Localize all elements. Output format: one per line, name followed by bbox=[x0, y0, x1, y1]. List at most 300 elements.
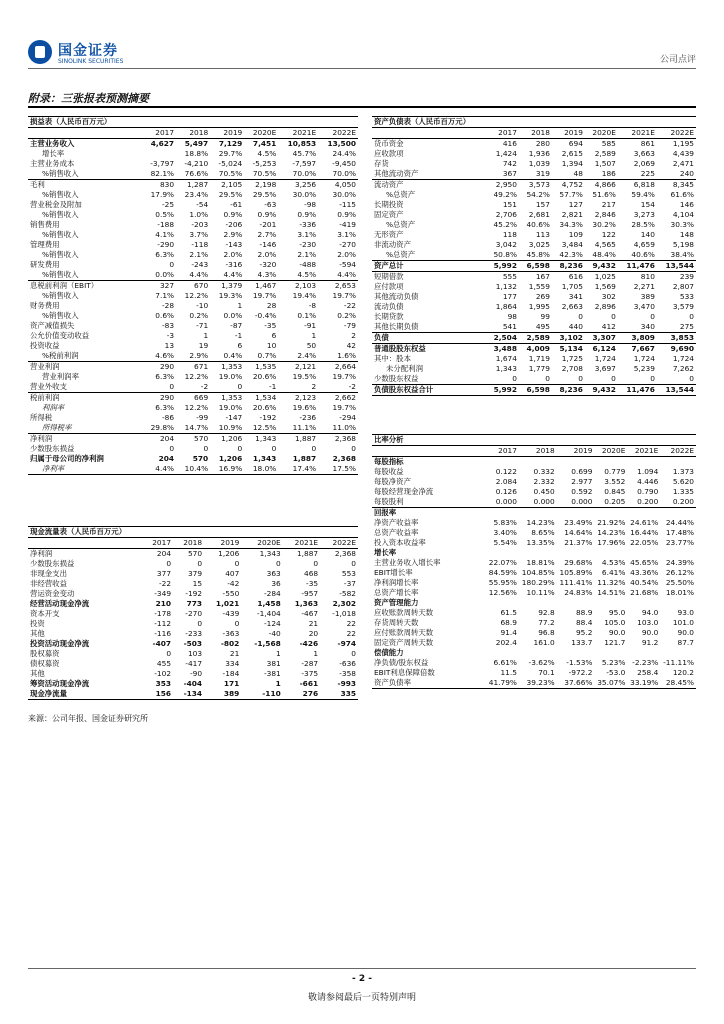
cell-value: 12.56% bbox=[488, 588, 517, 597]
cell-value: 4,627 bbox=[150, 139, 175, 148]
source-note: 来源：公司年报、国金证券研究所 bbox=[28, 714, 148, 723]
cell-value: 3,273 bbox=[633, 210, 655, 219]
cell-value: 3.7% bbox=[189, 230, 209, 239]
cell-value: 0.126 bbox=[495, 487, 517, 496]
cell-value: 2,663 bbox=[561, 302, 583, 311]
cell-value: 17.4% bbox=[278, 464, 318, 475]
row-label: 非经营收益 bbox=[30, 579, 67, 588]
cell-value: 1,287 bbox=[186, 180, 209, 189]
cell-value: 5.23% bbox=[601, 658, 626, 667]
cell-value: 1,864 bbox=[495, 302, 517, 311]
cell-value bbox=[486, 648, 519, 658]
cell-value: 1 bbox=[313, 649, 319, 658]
row-label: 净负债/股东权益 bbox=[374, 658, 429, 667]
row-label: 固定资产周转天数 bbox=[374, 638, 434, 647]
table-row bbox=[372, 312, 696, 322]
cell-value: 5,198 bbox=[672, 240, 694, 249]
table-row bbox=[372, 159, 696, 169]
table-row bbox=[28, 180, 358, 191]
cell-value: 616 bbox=[568, 272, 583, 281]
cell-value: -3.62% bbox=[528, 658, 555, 667]
table-row bbox=[372, 678, 696, 689]
row-label: 净资产收益率 bbox=[374, 518, 419, 527]
cell-value: 19.7% bbox=[252, 291, 277, 300]
row-label: 每股股利 bbox=[372, 497, 486, 508]
cell-value bbox=[594, 548, 627, 558]
table-row bbox=[372, 628, 696, 638]
cell-value: 5,992 bbox=[486, 261, 519, 272]
cell-value: -99 bbox=[196, 413, 209, 422]
cell-value: 6.3% bbox=[155, 372, 175, 381]
table-row bbox=[372, 261, 696, 272]
row-label: 债权募资 bbox=[30, 659, 60, 668]
year-header: 2020E bbox=[594, 446, 627, 457]
cell-value: -381 bbox=[263, 669, 281, 678]
cell-value: 570 bbox=[192, 454, 209, 463]
cell-value: 2.1% bbox=[297, 250, 317, 259]
cell-value: 1 bbox=[311, 331, 317, 340]
cell-value: 151 bbox=[502, 200, 517, 209]
cell-value: -358 bbox=[339, 669, 356, 678]
cell-value: 122 bbox=[601, 230, 616, 239]
cell-value: 319 bbox=[519, 169, 552, 180]
row-label: 固定资产 bbox=[374, 210, 404, 219]
year-header: 2019 bbox=[557, 446, 595, 457]
disclaimer: 敬请参阅最后一页特别声明 bbox=[307, 993, 416, 1003]
cell-value: 2,589 bbox=[594, 149, 616, 158]
cell-value: 6,598 bbox=[519, 385, 552, 396]
row-label: 货币资金 bbox=[374, 139, 404, 148]
cell-value: 9,432 bbox=[585, 385, 618, 396]
row-label: 每股净资产 bbox=[374, 477, 411, 486]
row-label: EBIT利息保障倍数 bbox=[374, 668, 435, 677]
cell-value: 48.4% bbox=[585, 250, 618, 261]
cell-value: 1,379 bbox=[221, 281, 243, 290]
cell-value: 11.1% bbox=[278, 423, 318, 434]
cell-value: 1,039 bbox=[528, 159, 550, 168]
table-row bbox=[28, 579, 358, 589]
table-row bbox=[28, 139, 358, 150]
row-label: 投资活动现金净流 bbox=[30, 639, 90, 648]
cell-value: 3,697 bbox=[594, 364, 616, 373]
table-row bbox=[372, 139, 696, 150]
table-row bbox=[372, 548, 696, 558]
row-label: 存货 bbox=[374, 159, 389, 168]
cell-value: -287 bbox=[301, 659, 319, 668]
cell-value: -10 bbox=[196, 301, 209, 310]
cell-value: -2 bbox=[318, 382, 358, 393]
cell-value: 0.122 bbox=[495, 467, 517, 476]
year-header: 2022E bbox=[657, 128, 696, 139]
cell-value bbox=[627, 648, 660, 658]
cell-value: 2,807 bbox=[672, 282, 694, 291]
cell-value: 18.8% bbox=[184, 149, 209, 158]
cell-value: -2 bbox=[176, 382, 210, 393]
cell-value: 1,887 bbox=[296, 549, 319, 558]
table-row bbox=[28, 200, 358, 210]
cell-value: 7,667 bbox=[631, 344, 655, 353]
cell-value: 6.61% bbox=[493, 658, 517, 667]
cell-value: 0 bbox=[237, 444, 243, 453]
cell-value: 290 bbox=[159, 393, 175, 402]
cell-value: 21.68% bbox=[630, 588, 659, 597]
cell-value: 3,663 bbox=[633, 149, 655, 158]
cell-value: 4.1% bbox=[155, 230, 175, 239]
table-row bbox=[372, 648, 696, 658]
year-header: 2020E bbox=[241, 538, 282, 549]
cell-value: 0.332 bbox=[533, 467, 555, 476]
cell-value: 22.07% bbox=[488, 558, 517, 567]
cell-value: 10.4% bbox=[176, 464, 210, 475]
cell-value: 1,887 bbox=[292, 454, 317, 463]
cell-value: 95.0 bbox=[608, 608, 626, 617]
cell-value bbox=[660, 548, 696, 558]
row-label: 长期投资 bbox=[374, 200, 404, 209]
table-row bbox=[372, 477, 696, 487]
cell-value: 773 bbox=[186, 599, 203, 608]
table-row bbox=[372, 292, 696, 302]
cell-value: 2,653 bbox=[334, 281, 356, 290]
cell-value: 88.9 bbox=[575, 608, 593, 617]
row-label: 营业利润 bbox=[30, 362, 60, 371]
year-header: 2018 bbox=[176, 128, 210, 139]
year-header: 2017 bbox=[486, 446, 519, 457]
cell-value: -426 bbox=[299, 639, 319, 648]
cell-value: 1,025 bbox=[594, 272, 616, 281]
cell-value: -61 bbox=[230, 200, 243, 209]
cell-value: 146 bbox=[679, 200, 694, 209]
cell-value: 82.1% bbox=[142, 169, 176, 180]
cell-value: 161.0 bbox=[533, 638, 555, 647]
row-label: %销售收入 bbox=[42, 190, 79, 199]
table-row bbox=[372, 250, 696, 261]
cell-value: 18.81% bbox=[526, 558, 555, 567]
cell-value: 109 bbox=[568, 230, 583, 239]
table-row bbox=[372, 333, 696, 344]
table-row bbox=[372, 180, 696, 191]
cell-value: -1,568 bbox=[254, 639, 281, 648]
cell-value: 3,853 bbox=[657, 333, 696, 344]
cell-value: 275 bbox=[657, 322, 696, 333]
cell-value: 0.0% bbox=[223, 311, 243, 320]
row-label: 每股经营现金净流 bbox=[374, 487, 434, 496]
row-label: 资产负债率 bbox=[372, 678, 486, 689]
row-label: 资产减值损失 bbox=[30, 321, 75, 330]
cell-value: 33.19% bbox=[627, 678, 660, 689]
table-row bbox=[372, 578, 696, 588]
cell-value: 16.9% bbox=[210, 464, 244, 475]
cell-value: 1,132 bbox=[495, 282, 517, 291]
cell-value: -270 bbox=[339, 240, 356, 249]
cell-value: 35.07% bbox=[594, 678, 627, 689]
table-row bbox=[28, 393, 358, 404]
row-label: 其他长期负债 bbox=[372, 322, 486, 333]
cell-value: 1 bbox=[276, 649, 281, 658]
year-header: 2022E bbox=[320, 538, 358, 549]
cell-value: 1,569 bbox=[594, 282, 616, 291]
cell-value: 7,451 bbox=[252, 139, 277, 148]
cell-value: 42 bbox=[346, 341, 356, 350]
cell-value: 353 bbox=[155, 679, 172, 688]
cell-value: 48 bbox=[552, 169, 585, 180]
row-label: 资产总计 bbox=[372, 261, 486, 272]
cell-value: 148 bbox=[679, 230, 694, 239]
cell-value: 0.000 bbox=[486, 497, 519, 508]
cell-value: -550 bbox=[222, 589, 240, 598]
footer-divider bbox=[28, 968, 696, 969]
year-header-blank bbox=[372, 446, 486, 457]
cell-value: 3,102 bbox=[552, 333, 585, 344]
cell-value: 6,124 bbox=[592, 344, 616, 353]
cell-value: 4.3% bbox=[244, 270, 278, 281]
row-label: 每股指标 bbox=[374, 457, 404, 466]
cell-value: 1.0% bbox=[189, 210, 209, 219]
cell-value: -467 bbox=[301, 609, 319, 618]
table-row bbox=[28, 351, 358, 362]
cell-value bbox=[594, 508, 627, 519]
cell-value: 6,818 bbox=[633, 180, 655, 189]
cell-value: 91.4 bbox=[500, 628, 517, 637]
cell-value: 171 bbox=[223, 679, 240, 688]
cell-value: 14.23% bbox=[597, 528, 626, 537]
cell-value: 12.2% bbox=[184, 291, 209, 300]
row-label: 营运资金变动 bbox=[30, 589, 75, 598]
cell-value: 23.49% bbox=[564, 518, 593, 527]
row-label: 应付账款周转天数 bbox=[374, 628, 434, 637]
table-row bbox=[372, 518, 696, 528]
header-divider bbox=[28, 68, 696, 69]
cell-value: 39.23% bbox=[519, 678, 557, 689]
cell-value: 20.6% bbox=[252, 403, 277, 412]
cell-value: 103 bbox=[187, 649, 203, 658]
cell-value: -439 bbox=[222, 609, 240, 618]
cell-value: 29.8% bbox=[142, 423, 176, 434]
cell-value: 29.5% bbox=[218, 190, 243, 199]
table-row bbox=[28, 599, 358, 609]
cell-value: -993 bbox=[337, 679, 356, 688]
cell-value: 111.41% bbox=[559, 578, 593, 587]
cell-value: 0.0% bbox=[142, 270, 176, 281]
row-label: 利润率 bbox=[42, 403, 65, 412]
cell-value: 24.61% bbox=[630, 518, 659, 527]
cell-value: -233 bbox=[185, 629, 203, 638]
row-label: 应收款项 bbox=[374, 149, 404, 158]
cell-value: 104.85% bbox=[521, 568, 555, 577]
row-label: 应付款项 bbox=[374, 282, 404, 291]
cell-value: -91 bbox=[304, 321, 317, 330]
cell-value: 0.2% bbox=[189, 311, 209, 320]
cell-value: 1.335 bbox=[672, 487, 694, 496]
row-label: 营业外收支 bbox=[28, 382, 142, 393]
cell-value: 0.450 bbox=[533, 487, 555, 496]
table-row bbox=[28, 149, 358, 159]
row-label: 少数股东损益 bbox=[30, 444, 75, 453]
cell-value: 90.0 bbox=[608, 628, 626, 637]
cell-value: 4,439 bbox=[672, 149, 694, 158]
cell-value: 23.77% bbox=[665, 538, 694, 547]
cell-value: 0.9% bbox=[257, 210, 277, 219]
cell-value: 6.3% bbox=[155, 403, 175, 412]
cell-value: 93.0 bbox=[677, 608, 694, 617]
cell-value: 13,544 bbox=[657, 261, 696, 272]
cell-value: 36 bbox=[271, 579, 281, 588]
cell-value: 0 bbox=[210, 382, 244, 393]
cell-value: -404 bbox=[183, 679, 203, 688]
cell-value: 0.9% bbox=[337, 210, 356, 219]
cell-value: 157 bbox=[535, 200, 550, 209]
cell-value: 2,664 bbox=[334, 362, 356, 371]
row-label: 净利润 bbox=[30, 434, 53, 443]
cell-value: 341 bbox=[568, 292, 583, 301]
cell-value: 0 bbox=[203, 444, 209, 453]
table-row bbox=[372, 230, 696, 240]
cell-value: 2,198 bbox=[255, 180, 277, 189]
row-label: 总资产收益率 bbox=[374, 528, 419, 537]
cell-value: 468 bbox=[304, 569, 319, 578]
cell-value: 0.592 bbox=[571, 487, 593, 496]
cell-value: 1,724 bbox=[633, 354, 655, 363]
cell-value: 0 bbox=[351, 444, 356, 453]
cell-value: -0.4% bbox=[254, 311, 277, 320]
cell-value: -375 bbox=[301, 669, 319, 678]
row-label: 销售费用 bbox=[30, 220, 60, 229]
cell-value: 6.41% bbox=[601, 568, 626, 577]
cell-value: 669 bbox=[194, 393, 209, 402]
table-row bbox=[372, 598, 696, 608]
row-label: 每股收益 bbox=[374, 467, 404, 476]
cell-value: 0 bbox=[313, 559, 319, 568]
row-label: 短期借款 bbox=[374, 272, 404, 281]
table-row bbox=[28, 679, 358, 689]
cell-value: 225 bbox=[618, 169, 657, 180]
cell-value: 1,206 bbox=[221, 434, 243, 443]
table-row bbox=[28, 210, 358, 220]
cell-value: 0 bbox=[618, 374, 657, 385]
cell-value: 0 bbox=[197, 559, 203, 568]
cell-value: 4.4% bbox=[176, 270, 210, 281]
cell-value: 0 bbox=[169, 444, 175, 453]
table-row bbox=[28, 281, 358, 292]
row-label: 公允价值变动收益 bbox=[30, 331, 90, 340]
cell-value bbox=[142, 149, 176, 159]
table-row bbox=[372, 282, 696, 292]
cell-value: 694 bbox=[568, 139, 583, 148]
table-row bbox=[372, 457, 696, 468]
income-section-title: 损益表（人民币百万元） bbox=[28, 117, 358, 128]
cell-value: 120.2 bbox=[672, 668, 694, 677]
table-row bbox=[28, 372, 358, 382]
cell-value: 4.5% bbox=[278, 270, 318, 281]
brand-en: SINOLINK SECURITIES bbox=[58, 58, 124, 65]
cell-value: 29.5% bbox=[252, 190, 277, 199]
cell-value bbox=[519, 457, 557, 468]
table-row bbox=[28, 629, 358, 639]
cell-value: 1,534 bbox=[255, 393, 277, 402]
table-row bbox=[28, 549, 358, 560]
cell-value: -230 bbox=[299, 240, 317, 249]
cell-value: 4.6% bbox=[142, 351, 176, 362]
cell-value: -102 bbox=[154, 669, 172, 678]
cell-value bbox=[519, 648, 557, 658]
cell-value: -802 bbox=[220, 639, 240, 648]
cell-value: 6 bbox=[237, 341, 243, 350]
cell-value: 570 bbox=[194, 434, 209, 443]
cell-value: 8,236 bbox=[552, 385, 585, 396]
cell-value: 4,050 bbox=[334, 180, 356, 189]
table-row bbox=[28, 382, 358, 393]
cell-value: 9,690 bbox=[670, 344, 694, 353]
cell-value bbox=[594, 648, 627, 658]
cell-value: 0.1% bbox=[297, 311, 317, 320]
cell-value: -28 bbox=[162, 301, 175, 310]
cell-value: 0 bbox=[271, 444, 277, 453]
cell-value bbox=[594, 598, 627, 608]
cell-value: 186 bbox=[585, 169, 618, 180]
cell-value: 15 bbox=[192, 579, 203, 588]
cell-value: 21 bbox=[229, 649, 240, 658]
row-label: 财务费用 bbox=[30, 301, 60, 310]
cell-value: -9,450 bbox=[332, 159, 356, 168]
table-row bbox=[372, 322, 696, 333]
cell-value: 70.5% bbox=[244, 169, 278, 180]
row-label: 其他流动负债 bbox=[374, 292, 419, 301]
cell-value: 50.8% bbox=[486, 250, 519, 261]
cell-value: 2,271 bbox=[633, 282, 655, 291]
cell-value: -3 bbox=[166, 331, 175, 340]
cell-value: 2.9% bbox=[223, 230, 243, 239]
cell-value: -957 bbox=[301, 589, 319, 598]
cell-value: 269 bbox=[535, 292, 550, 301]
cell-value: 34.3% bbox=[559, 220, 583, 229]
row-label: %销售收入 bbox=[42, 230, 79, 239]
year-header: 2020E bbox=[244, 128, 278, 139]
row-label: 营业税金及附加 bbox=[30, 200, 82, 209]
cell-value: 4.4% bbox=[318, 270, 358, 281]
year-header: 2021E bbox=[618, 128, 657, 139]
cell-value: 19.0% bbox=[218, 403, 243, 412]
cell-value: 0 bbox=[351, 559, 356, 568]
row-label: 长期贷款 bbox=[374, 312, 404, 321]
cell-value: 13 bbox=[164, 341, 175, 350]
cell-value: 4,104 bbox=[672, 210, 694, 219]
table-row bbox=[372, 210, 696, 220]
cell-value bbox=[660, 598, 696, 608]
row-label: %销售收入 bbox=[42, 291, 79, 300]
cell-value: 24.44% bbox=[665, 518, 694, 527]
cell-value: 21.92% bbox=[597, 518, 626, 527]
cell-value: -86 bbox=[162, 413, 175, 422]
cell-value: 2,708 bbox=[561, 364, 583, 373]
cell-value: 177 bbox=[502, 292, 517, 301]
cell-value: -2.23% bbox=[632, 658, 659, 667]
row-label: 少数股东权益 bbox=[372, 374, 486, 385]
table-row bbox=[28, 649, 358, 659]
cell-value: 14.64% bbox=[564, 528, 593, 537]
cell-value: 3,579 bbox=[672, 302, 694, 311]
row-label: 净利润增长率 bbox=[374, 578, 419, 587]
row-label: 毛利 bbox=[30, 180, 45, 189]
cell-value: 4,866 bbox=[594, 180, 616, 189]
row-label: %总资产 bbox=[386, 190, 416, 199]
cell-value: 103.0 bbox=[637, 618, 659, 627]
cell-value: 202.4 bbox=[495, 638, 517, 647]
cell-value: 570 bbox=[187, 549, 203, 558]
cell-value: 105.89% bbox=[559, 568, 593, 577]
cell-value: 3,573 bbox=[528, 180, 550, 189]
row-label: 投资收益 bbox=[30, 341, 60, 350]
cell-value: -4,210 bbox=[184, 159, 209, 168]
cell-value: 1,343 bbox=[495, 364, 517, 373]
